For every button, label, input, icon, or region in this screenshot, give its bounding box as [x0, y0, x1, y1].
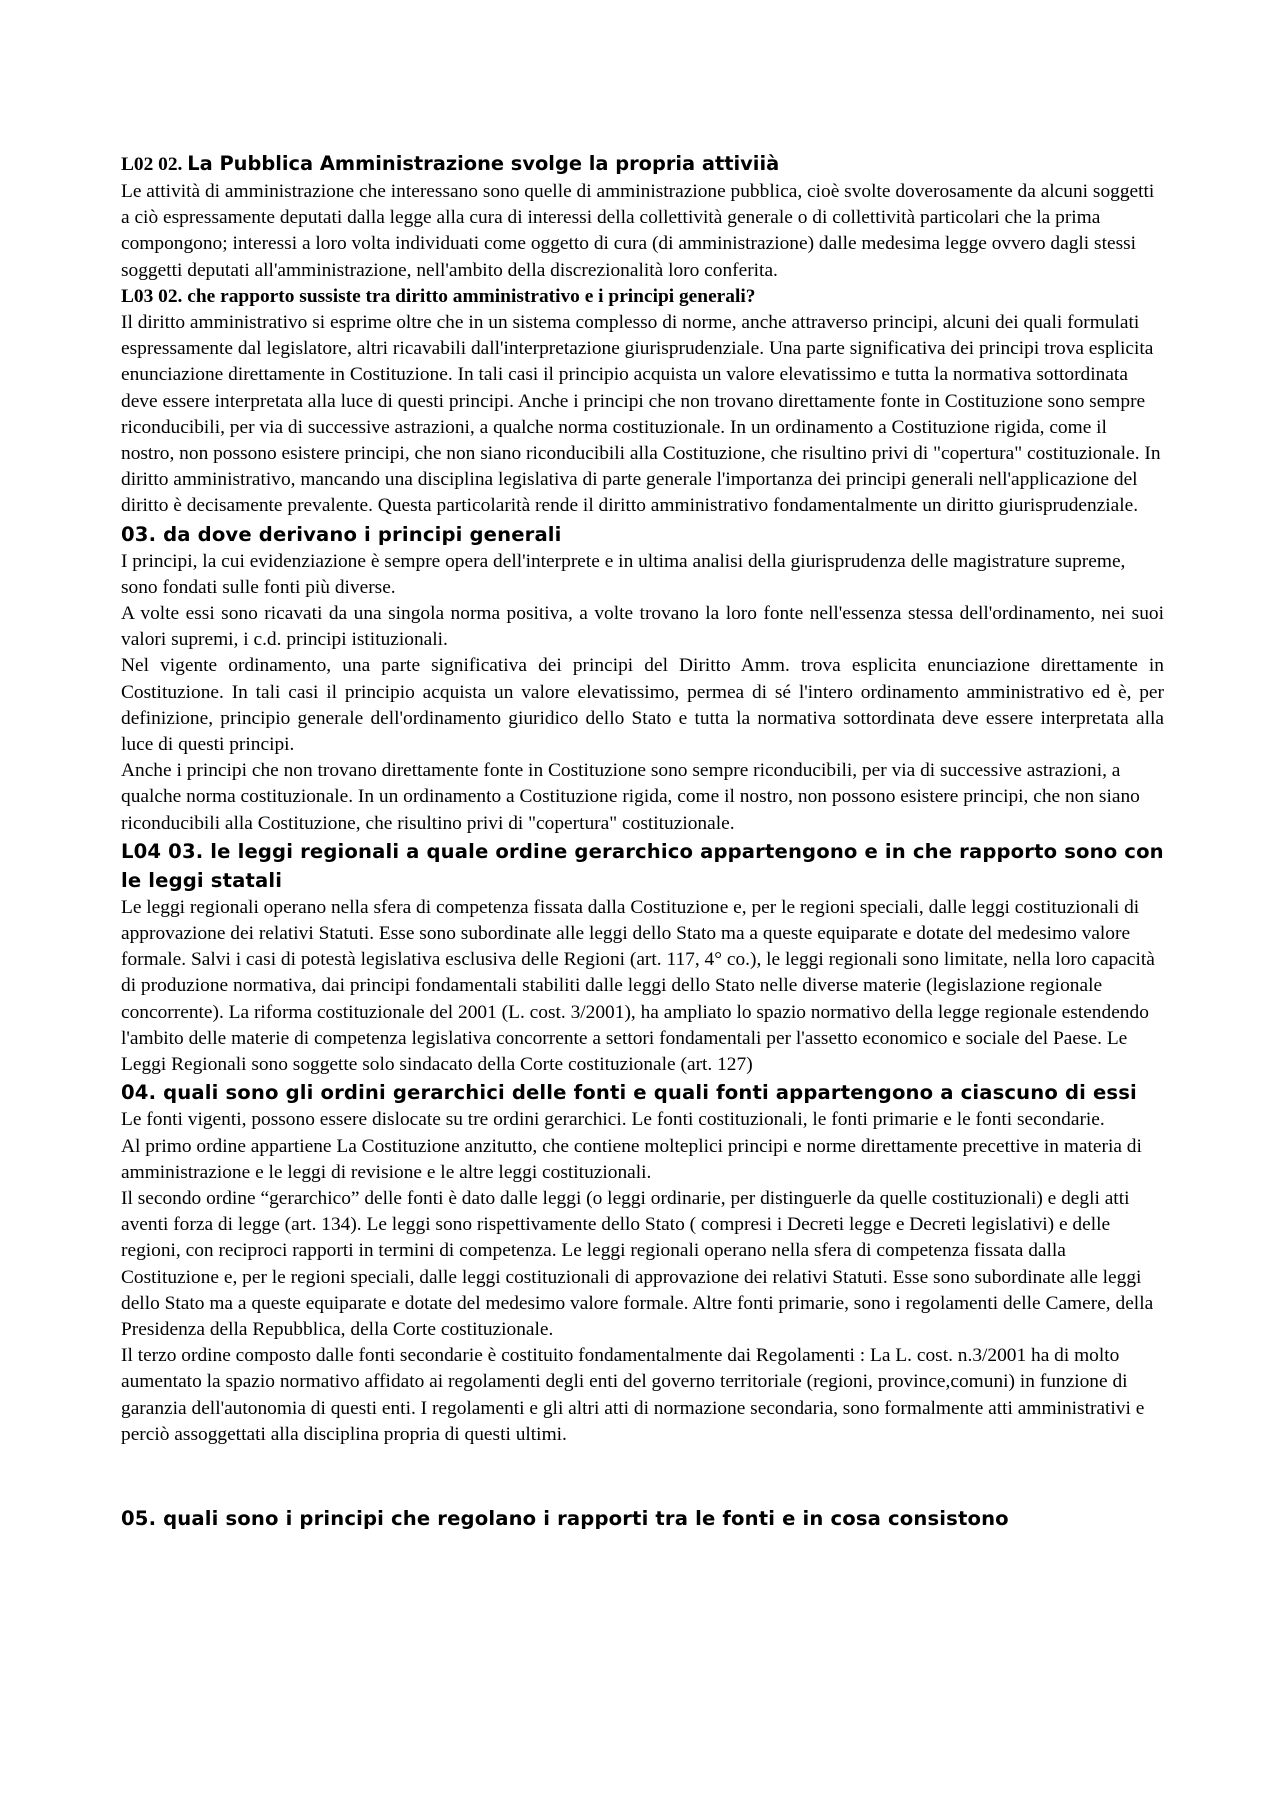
paragraph: A volte essi sono ricavati da una singola norma positiva, a volte trovano la loro fonte nell'essenza stessa dell'ordinamento, nei suoi valori supremi, i c.d. principi istituzionali. — [121, 603, 1164, 651]
heading-05: 05. quali sono i principi che regolano i rapporti tra le fonti e in cosa consistono — [121, 1506, 1009, 1530]
paragraph: Il terzo ordine composto dalle fonti secondarie è costituito fondamentalmente dai Regolamenti : La L. cost. n.3/2001 ha di molto aumentato la spazio normativo affidato ai regolamenti degli enti del governo territoriale (regioni, province,comuni) in funzione di garanzia dell'autonomia di questi enti. I regolamenti e gli altri atti di normazione secondaria, sono formalmente atti amministrativi e perciò assoggettati alla disciplina propria di questi ultimi. — [121, 1345, 1145, 1445]
paragraph: Anche i principi che non trovano direttamente fonte in Costituzione sono sempre riconducibili, per via di successive astrazioni, a qualche norma costituzionale. In un ordinamento a Costituzione rigida, come il nostro, non possono esistere principi, che non siano riconducibili alla Costituzione, che risultino privi di "copertura" costituzionale. — [121, 760, 1140, 834]
paragraph: Il secondo ordine “gerarchico” delle fonti è dato dalle leggi (o leggi ordinarie, per distinguerle da quelle costituzionali) e degli atti aventi forza di legge (art. 134). Le leggi sono rispettivamente dello Stato ( compresi i Decreti legge e Decreti legislativi) e delle regioni, con reciproci rapporti in termini di competenza. Le leggi regionali operano nella sfera di competenza fissata dalla Costituzione e, per le regioni speciali, dalle leggi costituzionali di approvazione dei relativi Statuti. Esse sono subordinate alle leggi dello Stato ma a queste equiparate e dotate del medesimo valore formale. Altre fonti primarie, sono i regolamenti delle Camere, della Presidenza della Repubblica, della Corte costituzionale. — [121, 1187, 1154, 1340]
heading-l03-02: L03 02. che rapporto sussiste tra diritto amministrativo e i principi generali? — [121, 285, 756, 307]
heading-text: La Pubblica Amministrazione svolge la propria attiviià — [187, 152, 780, 175]
heading-l02-02 — [121, 150, 1164, 179]
paragraph: Al primo ordine appartiene La Costituzione anzitutto, che contiene molteplici principi e norme direttamente precettive in materia di amministrazione e le leggi di revisione e le altre leggi costituzionali. — [121, 1135, 1142, 1183]
paragraph: Le fonti vigenti, possono essere dislocate su tre ordini gerarchici. Le fonti costituzionali, le fonti primarie e le fonti secondarie. — [121, 1109, 1105, 1131]
document-page — [121, 150, 1164, 1533]
heading-l04-03: L04 03. le leggi regionali a quale ordine gerarchico appartengono e in che rapporto sono con le leggi statali — [121, 839, 1164, 892]
spacer — [121, 1448, 1164, 1504]
paragraph: Il diritto amministrativo si esprime oltre che in un sistema complesso di norme, anche attraverso principi, alcuni dei quali formulati espressamente dal legislatore, altri ricavabili dall'interpretazione giurisprudenziale. Una parte significativa dei principi trova esplicita enunciazione direttamente in Costituzione. In tali casi il principio acquista un valore elevatissimo e tutta la normativa sottordinata deve essere interpretata alla luce di questi principi. Anche i principi che non trovano direttamente fonte in Costituzione sono sempre riconducibili, per via di successive astrazioni, a qualche norma costituzionale. In un ordinamento a Costituzione rigida, come il nostro, non possono esistere principi, che non siano riconducibili alla Costituzione, che risultino privi di "copertura" costituzionale. In diritto amministrativo, mancando una disciplina legislativa di parte generale l'importanza dei principi generali nell'applicazione del diritto è decisamente prevalente. Questa particolarità rende il diritto amministrativo fondamentalmente un diritto giurisprudenziale. — [121, 312, 1161, 517]
heading-04: 04. quali sono gli ordini gerarchici delle fonti e quali fonti appartengono a ciascuno di essi — [121, 1081, 1137, 1105]
heading-prefix: L02 02. — [121, 154, 188, 175]
paragraph: I principi, la cui evidenziazione è sempre opera dell'interprete e in ultima analisi della giurisprudenza delle magistrature supreme, sono fondati sulle fonti più diverse. — [121, 550, 1126, 598]
heading-03: 03. da dove derivano i principi generali — [121, 522, 562, 546]
paragraph: Le leggi regionali operano nella sfera di competenza fissata dalla Costituzione e, per le regioni speciali, dalle leggi costituzionali di approvazione dei relativi Statuti. Esse sono subordinate alle leggi dello Stato ma a queste equiparate e dotate del medesimo valore formale. Salvi i casi di potestà legislativa esclusiva delle Regioni (art. 117, 4° co.), le leggi regionali sono limitate, nella loro capacità di produzione normativa, dai principi fondamentali stabiliti dalle leggi dello Stato nelle diverse materie (legislazione regionale concorrente). La riforma costituzionale del 2001 (L. cost. 3/2001), ha ampliato lo spazio normativo della legge regionale estendendo l'ambito delle materie di competenza legislativa concorrente a settori fondamentali per l'assetto economico e sociale del Paese. Le Leggi Regionali sono soggette solo sindacato della Corte costituzionale (art. 127) — [121, 896, 1155, 1076]
paragraph: Le attività di amministrazione che interessano sono quelle di amministrazione pubblica, cioè svolte doverosamente da alcuni soggetti a ciò espressamente deputati dalla legge alla cura di interessi della collettività generale o di collettività particolari che la prima compongono; interessi a loro volta individuati come oggetto di cura (di amministrazione) dalle medesima legge ovvero dagli stessi soggetti deputati all'amministrazione, nell'ambito della discrezionalità loro conferita. — [121, 181, 1155, 281]
paragraph: Nel vigente ordinamento, una parte significativa dei principi del Diritto Amm. trova esplicita enunciazione direttamente in Costituzione. In tali casi il principio acquista un valore elevatissimo, permea di sé l'intero ordinamento amministrativo ed è, per definizione, principio generale dell'ordinamento giuridico dello Stato e tutta la normativa sottordinata deve essere interpretata alla luce di questi principi. — [121, 655, 1164, 756]
